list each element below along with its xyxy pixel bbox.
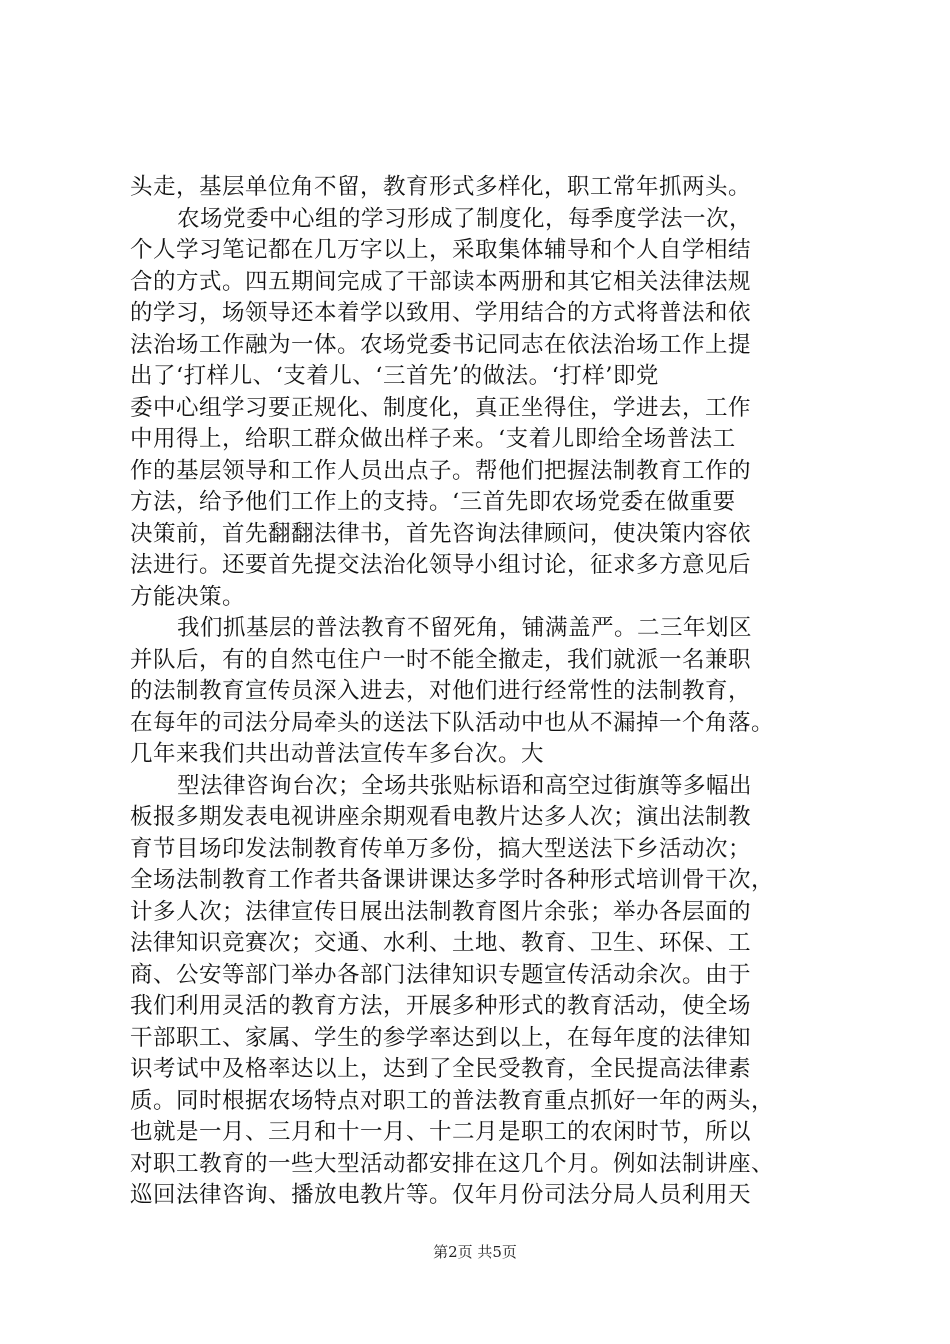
text-line: 型法律咨询台次；全场共张贴标语和高空过街旗等多幅出: [177, 772, 753, 799]
text-line: 法治场工作融为一体。农场党委书记同志在依法治场工作上提: [130, 331, 752, 358]
text-line: 委中心组学习要正规化、制度化，真正坐得住，学进去，工作: [130, 394, 752, 421]
page-footer: 第2页 共5页: [433, 1243, 517, 1261]
body-text: [130, 172, 830, 1212]
text-line: 农场党委中心组的学习形成了制度化，每季度学法一次，: [177, 205, 753, 232]
text-line: 法律知识竞赛次；交通、水利、土地、教育、卫生、环保、工: [130, 930, 752, 956]
text-line: 在每年的司法分局牵头的送法下队活动中也从不漏掉一个角落。: [130, 709, 775, 736]
text-line: 法进行。还要首先提交法治化领导小组讨论，征求多方意见后: [130, 552, 752, 578]
text-line: 育节目场印发法制教育传单万多份，搞大型送法下乡活动次；: [130, 835, 752, 862]
text-line: 对职工教育的一些大型活动都安排在这几个月。例如法制讲座、: [130, 1150, 775, 1177]
text-line: 我们抓基层的普法教育不留死角，铺满盖严。二三年划区: [177, 615, 753, 641]
text-line: 巡回法律咨询、播放电教片等。仅年月份司法分局人员利用天: [130, 1182, 752, 1208]
text-line: 我们利用灵活的教育方法，开展多种形式的教育活动，使全场: [130, 993, 752, 1019]
text-line: 的法制教育宣传员深入进去，对他们进行经常性的法制教育，: [130, 678, 752, 704]
text-line: 合的方式。四五期间完成了干部读本两册和其它相关法律法规: [130, 268, 752, 295]
text-line: 也就是一月、三月和十一月、十二月是职工的农闲时节，所以: [130, 1119, 752, 1145]
text-line: 方法，给予他们工作上的支持。‘三首先即农场党委在做重要: [130, 489, 736, 515]
text-line: 作的基层领导和工作人员出点子。帮他们把握法制教育工作的: [130, 457, 752, 484]
text-line: 个人学习笔记都在几万字以上，采取集体辅导和个人自学相结: [130, 237, 752, 263]
text-line: 识考试中及格率达以上，达到了全民受教育，全民提高法律素: [130, 1056, 752, 1082]
text-line: 全场法制教育工作者共备课讲课达多学时各种形式培训骨干次，: [130, 867, 775, 893]
text-line: 商、公安等部门举办各部门法律知识专题宣传活动余次。由于: [130, 961, 752, 988]
text-line: 计多人次；法律宣传日展出法制教育图片余张；举办各层面的: [130, 898, 752, 925]
text-line: 板报多期发表电视讲座余期观看电教片达多人次；演出法制教: [130, 804, 752, 830]
text-line: 质。同时根据农场特点对职工的普法教育重点抓好一年的两头，: [130, 1087, 775, 1114]
text-line: 中用得上，给职工群众做出样子来。‘支着儿即给全场普法工: [130, 426, 736, 452]
text-line: 的学习，场领导还本着学以致用、学用结合的方式将普法和依: [130, 300, 752, 326]
text-line: 几年来我们共出动普法宣传车多台次。大: [130, 741, 545, 767]
text-line: 决策前，首先翻翻法律书，首先咨询法律顾问，使决策内容依: [130, 520, 752, 547]
text-line: 并队后，有的自然屯住户一时不能全撤走，我们就派一名兼职: [130, 646, 752, 673]
text-line: 头走，基层单位角不留，教育形式多样化，职工常年抓两头。: [130, 174, 752, 200]
text-line: 出了‘打样儿、‘支着儿、‘三首先’的做法。‘打样’即党: [130, 363, 659, 389]
text-line: 方能决策。: [130, 583, 246, 610]
text-line: 干部职工、家属、学生的参学率达到以上，在每年度的法律知: [130, 1024, 752, 1051]
